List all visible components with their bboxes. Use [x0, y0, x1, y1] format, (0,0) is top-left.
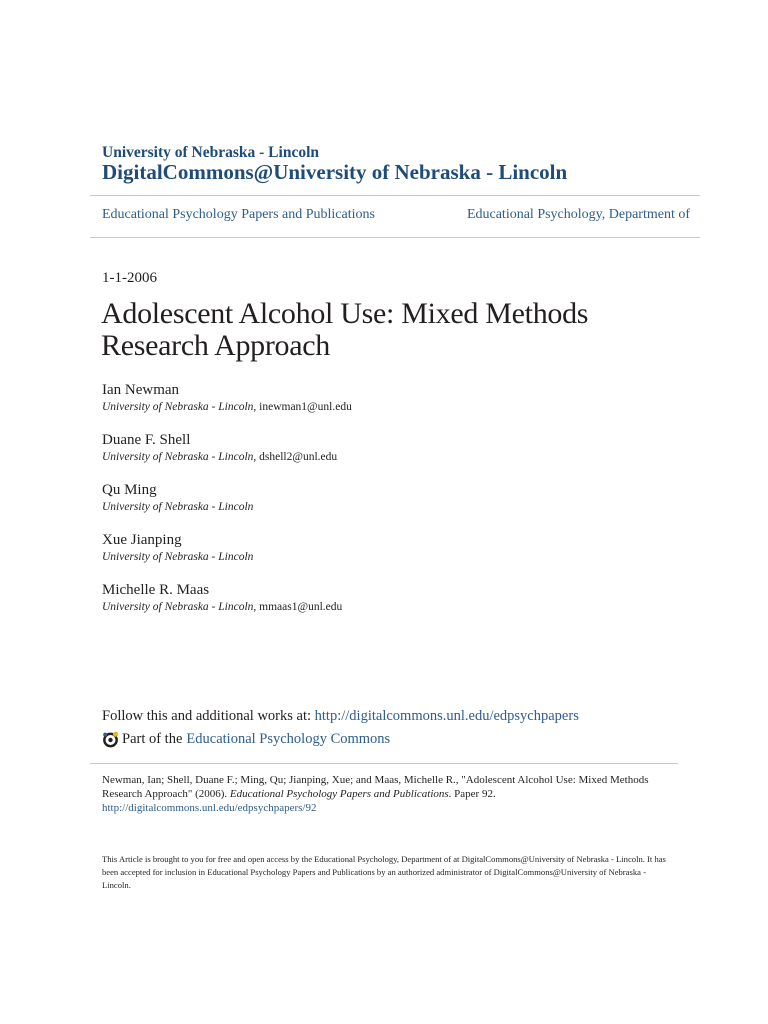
author-email: , inewman1@unl.edu: [253, 401, 352, 413]
series-link[interactable]: Educational Psychology Papers and Publications: [102, 207, 375, 222]
citation-block: [102, 773, 672, 815]
series-divider: [90, 237, 700, 238]
affiliation-text: University of Nebraska - Lincoln: [102, 501, 254, 513]
author-name: Qu Ming: [102, 482, 157, 498]
author-affiliation: [102, 550, 253, 565]
author-name: Xue Jianping: [102, 532, 182, 548]
department-link[interactable]: Educational Psychology, Department of: [466, 207, 690, 222]
author-name: Duane F. Shell: [102, 432, 191, 448]
author-affiliation: [102, 600, 342, 615]
open-access-notice: This Article is brought to you for free and open access by the Educational Psychology, Department of at DigitalCommons@University of Nebraska - Lincoln. It has been accepted for inclusion in Educational Psychology Papers and Publications by an authorized administrator of DigitalCommons@University of Nebraska - Lincoln.: [102, 854, 666, 890]
author-name: Michelle R. Maas: [102, 582, 210, 598]
follow-line: [102, 708, 579, 725]
top-divider: [90, 195, 700, 196]
author-block: [102, 381, 352, 415]
citation-journal: Educational Psychology Papers and Publications: [229, 788, 449, 800]
citation-paper-number: . Paper 92.: [448, 788, 496, 800]
affiliation-text: University of Nebraska - Lincoln: [102, 451, 254, 463]
author-email: , dshell2@unl.edu: [253, 451, 338, 463]
author-block: [102, 581, 342, 615]
repository-name[interactable]: DigitalCommons@University of Nebraska - Lincoln: [102, 160, 568, 184]
affiliation-text: University of Nebraska - Lincoln: [102, 551, 254, 563]
citation-text: Newman, Ian; Shell, Duane F.; Ming, Qu; Jianping, Xue; and Maas, Michelle R., "Adolescent Alcohol Use: Mixed Methods Research Approach" (2006).: [102, 774, 649, 800]
commons-link[interactable]: Educational Psychology Commons: [186, 731, 391, 747]
part-of-line: [102, 731, 390, 748]
author-block: [102, 531, 253, 565]
publication-date: 1-1-2006: [102, 270, 157, 286]
collection-url-link[interactable]: http://digitalcommons.unl.edu/edpsychpapers: [314, 708, 579, 724]
author-name: Ian Newman: [102, 382, 180, 398]
institution-name[interactable]: University of Nebraska - Lincoln: [102, 144, 319, 161]
article-url-link[interactable]: http://digitalcommons.unl.edu/edpsychpapers/92: [102, 802, 317, 814]
author-affiliation: [102, 450, 337, 465]
affiliation-text: University of Nebraska - Lincoln: [102, 601, 254, 613]
author-block: [102, 431, 337, 465]
author-affiliation: [102, 500, 253, 515]
author-block: [102, 481, 253, 515]
article-title: Adolescent Alcohol Use: Mixed Methods Research Approach: [101, 297, 589, 362]
citation-divider: [90, 763, 678, 764]
author-email: , mmaas1@unl.edu: [253, 601, 343, 613]
part-of-prefix: Part of the: [122, 731, 183, 747]
follow-prefix: Follow this and additional works at:: [102, 708, 315, 724]
author-affiliation: [102, 400, 352, 415]
commons-network-icon: [102, 731, 119, 748]
affiliation-text: University of Nebraska - Lincoln: [102, 401, 254, 413]
